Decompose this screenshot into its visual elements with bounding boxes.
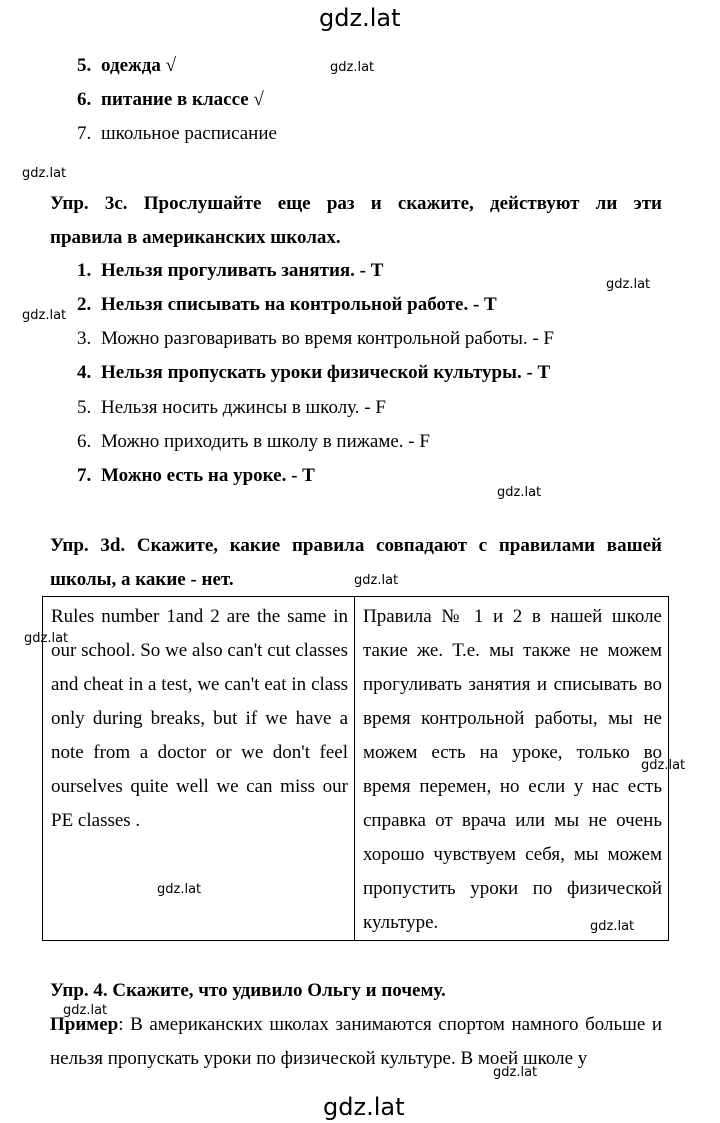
watermark-small: gdz.lat bbox=[354, 573, 399, 588]
list-item: 4. Нельзя пропускать уроки физической культуры. - T bbox=[77, 362, 551, 383]
list-item: 7. Можно есть на уроке. - T bbox=[77, 465, 315, 486]
exercise-3c-heading: Упр. 3c. Прослушайте еще раз и скажите, действуют ли эти bbox=[50, 193, 662, 214]
watermark-small: gdz.lat bbox=[606, 277, 651, 292]
list-item: 5. Нельзя носить джинсы в школу. - F bbox=[77, 397, 386, 418]
list-item: 1. Нельзя прогуливать занятия. - T bbox=[77, 260, 384, 281]
table-cell-english: Rules number 1and 2 are the same in our school. So we also can't cut classes and cheat in a test, we can't eat in class only during breaks, but if we have a note from a doctor or we don't feel ourselves quite well we can miss our PE classes . bbox=[43, 597, 355, 940]
exercise-3d-heading: Упр. 3d. Скажите, какие правила совпадают с правилами вашей bbox=[50, 535, 662, 556]
watermark-small: gdz.lat bbox=[24, 631, 69, 646]
watermark-top: gdz.lat bbox=[319, 4, 401, 32]
answer-table bbox=[42, 596, 669, 941]
exercise-3c-heading-cont: правила в американских школах. bbox=[50, 227, 341, 248]
list-item: 5. одежда √ bbox=[77, 55, 177, 76]
watermark-small: gdz.lat bbox=[590, 919, 635, 934]
watermark-small: gdz.lat bbox=[641, 758, 686, 773]
watermark-small: gdz.lat bbox=[493, 1065, 538, 1080]
exercise-3d-heading-cont: школы, а какие - нет. bbox=[50, 569, 234, 590]
watermark-small: gdz.lat bbox=[330, 60, 375, 75]
watermark-small: gdz.lat bbox=[63, 1003, 108, 1018]
watermark-small: gdz.lat bbox=[157, 882, 202, 897]
watermark-bottom: gdz.lat bbox=[323, 1093, 405, 1121]
list-item: 7. школьное расписание bbox=[77, 123, 277, 144]
list-item: 3. Можно разговаривать во время контрольной работы. - F bbox=[77, 328, 554, 349]
list-item: 6. питание в классе √ bbox=[77, 89, 264, 110]
table-cell-russian: Правила № 1 и 2 в нашей школе такие же. Т.е. мы также не можем прогуливать занятия и списывать во время контрольной работы, мы не можем есть на уроке, только во время перемен, но если у нас есть справка от врача или мы не очень хорошо чувствуем себя, мы можем пропустить уроки по физической культуре. bbox=[363, 606, 662, 933]
watermark-small: gdz.lat bbox=[497, 485, 542, 500]
list-item: 6. Можно приходить в школу в пижаме. - F bbox=[77, 431, 430, 452]
watermark-small: gdz.lat bbox=[22, 308, 67, 323]
watermark-small: gdz.lat bbox=[22, 166, 67, 181]
list-item: 2. Нельзя списывать на контрольной работе. - T bbox=[77, 294, 497, 315]
example-text: : В американских школах занимаются спортом намного больше и нельзя пропускать уроки по физической культуре. В моей школе у bbox=[50, 1014, 662, 1069]
example-paragraph bbox=[50, 1008, 662, 1076]
example-label: Пример bbox=[50, 1014, 119, 1035]
exercise-4-heading: Упр. 4. Скажите, что удивило Ольгу и почему. bbox=[50, 980, 446, 1001]
